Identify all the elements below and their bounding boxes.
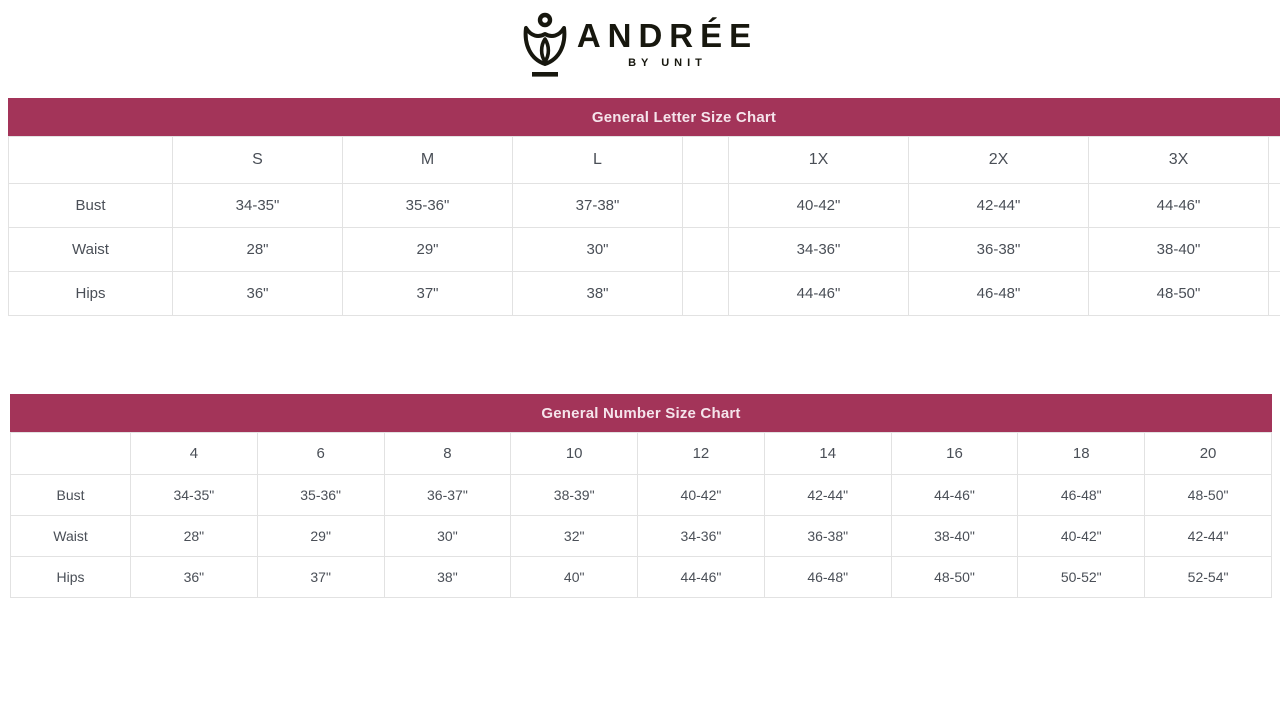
- size-cell-empty: [683, 184, 729, 228]
- size-cell: 42-44": [909, 184, 1089, 228]
- size-cell: 30": [513, 228, 683, 272]
- size-cell: 36-38": [764, 516, 891, 557]
- table-row-waist: [11, 516, 1272, 557]
- column-header-m: M: [343, 137, 513, 184]
- column-header-empty: [11, 433, 131, 475]
- column-header-6: 6: [257, 433, 384, 475]
- size-cell: 38": [384, 557, 511, 598]
- size-cell-empty: [1269, 272, 1280, 316]
- column-header-16: 16: [891, 433, 1018, 475]
- row-label-bust: Bust: [11, 475, 131, 516]
- size-cell: 37-38": [513, 184, 683, 228]
- size-cell: 38": [513, 272, 683, 316]
- size-cell: 46-48": [1018, 475, 1145, 516]
- size-cell: 35-36": [257, 475, 384, 516]
- size-cell: 44-46": [638, 557, 765, 598]
- brand-logo: [522, 12, 758, 80]
- column-header-empty: [1269, 137, 1280, 184]
- column-header-2x: 2X: [909, 137, 1089, 184]
- row-label-hips: Hips: [11, 557, 131, 598]
- size-cell: 46-48": [764, 557, 891, 598]
- table-row-bust: [9, 184, 1280, 228]
- letter-size-table: [8, 136, 1280, 316]
- size-cell: 42-44": [1145, 516, 1272, 557]
- letter-chart-title: General Letter Size Chart: [591, 108, 777, 126]
- column-header-18: 18: [1018, 433, 1145, 475]
- column-header-empty: [683, 137, 729, 184]
- size-cell: 52-54": [1145, 557, 1272, 598]
- size-header-row: [11, 433, 1272, 475]
- size-cell: 28": [131, 516, 258, 557]
- number-chart-title-bar: [10, 394, 1272, 432]
- size-cell: 44-46": [891, 475, 1018, 516]
- size-cell-empty: [683, 228, 729, 272]
- brand-name: ANDRÉE: [576, 17, 759, 54]
- size-cell: 37": [343, 272, 513, 316]
- size-cell: 50-52": [1018, 557, 1145, 598]
- table-row-hips: [11, 557, 1272, 598]
- number-size-table: [10, 432, 1272, 598]
- brand-header: [0, 0, 1280, 98]
- size-cell: 34-35": [173, 184, 343, 228]
- row-label-hips: Hips: [9, 272, 173, 316]
- letter-size-chart: [8, 98, 1280, 316]
- size-cell: 38-39": [511, 475, 638, 516]
- size-cell: 34-36": [638, 516, 765, 557]
- size-cell: 36-38": [909, 228, 1089, 272]
- size-cell: 29": [257, 516, 384, 557]
- size-cell-empty: [683, 272, 729, 316]
- size-cell-empty: [1269, 184, 1280, 228]
- size-cell: 40": [511, 557, 638, 598]
- size-cell: 30": [384, 516, 511, 557]
- letter-chart-title-bar: [8, 98, 1280, 136]
- size-cell: 48-50": [891, 557, 1018, 598]
- number-size-chart: [10, 394, 1272, 598]
- column-header-20: 20: [1145, 433, 1272, 475]
- size-cell: 42-44": [764, 475, 891, 516]
- number-chart-title: General Number Size Chart: [541, 404, 741, 422]
- size-cell: 48-50": [1089, 272, 1269, 316]
- tulip-logo-icon: [522, 12, 568, 80]
- column-header-12: 12: [638, 433, 765, 475]
- size-cell: 38-40": [1089, 228, 1269, 272]
- size-cell: 35-36": [343, 184, 513, 228]
- column-header-empty: [9, 137, 173, 184]
- column-header-l: L: [513, 137, 683, 184]
- size-cell: 46-48": [909, 272, 1089, 316]
- size-cell: 36": [173, 272, 343, 316]
- size-cell: 34-35": [131, 475, 258, 516]
- brand-logo-text: [577, 12, 758, 69]
- size-cell: 40-42": [638, 475, 765, 516]
- size-cell: 36": [131, 557, 258, 598]
- brand-subtitle: BY UNIT: [628, 57, 707, 70]
- size-cell: 48-50": [1145, 475, 1272, 516]
- column-header-4: 4: [131, 433, 258, 475]
- size-cell: 44-46": [729, 272, 909, 316]
- column-header-s: S: [173, 137, 343, 184]
- column-header-3x: 3X: [1089, 137, 1269, 184]
- row-label-bust: Bust: [9, 184, 173, 228]
- table-row-waist: [9, 228, 1280, 272]
- row-label-waist: Waist: [9, 228, 173, 272]
- size-cell: 32": [511, 516, 638, 557]
- size-cell: 28": [173, 228, 343, 272]
- size-cell: 29": [343, 228, 513, 272]
- size-cell: 37": [257, 557, 384, 598]
- column-header-14: 14: [764, 433, 891, 475]
- size-cell: 40-42": [729, 184, 909, 228]
- size-header-row: [9, 137, 1280, 184]
- row-label-waist: Waist: [11, 516, 131, 557]
- size-cell: 34-36": [729, 228, 909, 272]
- size-cell: 36-37": [384, 475, 511, 516]
- column-header-8: 8: [384, 433, 511, 475]
- column-header-1x: 1X: [729, 137, 909, 184]
- size-cell: 40-42": [1018, 516, 1145, 557]
- size-cell-empty: [1269, 228, 1280, 272]
- table-row-bust: [11, 475, 1272, 516]
- size-cell: 38-40": [891, 516, 1018, 557]
- size-cell: 44-46": [1089, 184, 1269, 228]
- table-row-hips: [9, 272, 1280, 316]
- column-header-10: 10: [511, 433, 638, 475]
